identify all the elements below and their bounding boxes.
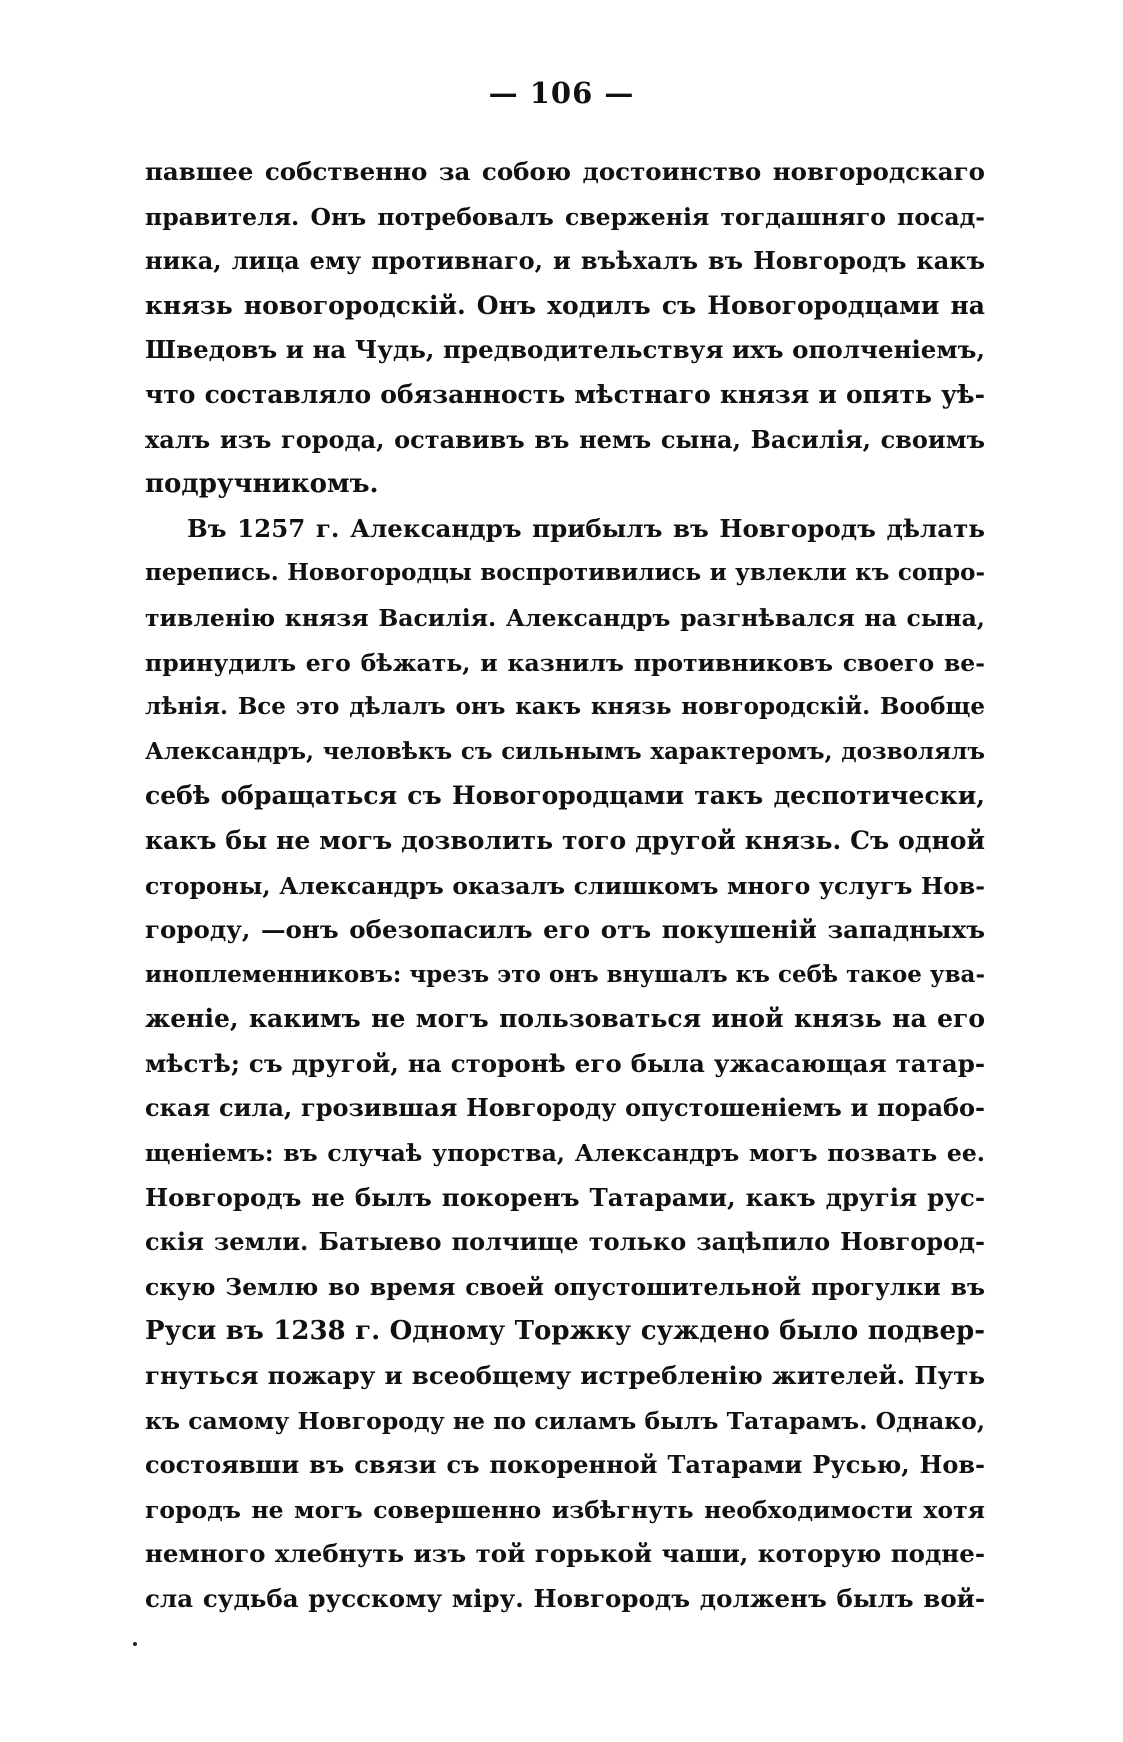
text-line: къ самому Новгороду не по силамъ былъ Татарамъ. Однако, [145,1406,985,1435]
text-line: состоявши въ связи съ покоренной Татарами Русью, Нов- [145,1450,985,1480]
text-line: Александръ, человѣкъ съ сильнымъ характеромъ, дозволялъ [145,737,985,765]
text-line: ская сила, грозившая Новгороду опустошеніемъ и порабо- [145,1093,985,1123]
text-line: стороны, Александръ оказалъ слишкомъ много услугъ Нов- [145,871,985,900]
ink-speck [133,1642,137,1646]
text-line: сла судьба русскому міру. Новгородъ долженъ былъ вой- [145,1584,985,1613]
text-line: немного хлебнуть изъ той горькой чаши, которую подне- [145,1539,985,1569]
text-line: подручникомъ. [145,469,379,500]
text-line: тивленію князя Василія. Александръ разгнѣвался на сына, [145,603,985,632]
text-line: скую Землю во время своей опустошительной прогулки въ [145,1272,985,1301]
text-line: князь новогородскій. Онъ ходилъ съ Новогородцами на [145,290,985,320]
page-number: — 106 — [488,76,635,110]
text-line: принудилъ его бѣжать, и казнилъ противниковъ своего ве- [145,648,985,677]
text-line: иноплеменниковъ: чрезъ это онъ внушалъ къ себѣ такое ува- [145,960,985,988]
text-line: женіе, какимъ не могъ пользоваться иной князь на его [145,1004,985,1034]
text-line: городъ не могъ совершенно избѣгнуть необходимости хотя [145,1495,985,1524]
text-line: какъ бы не могъ дозволить того другой князь. Съ одной [145,825,985,855]
text-line: лѣнія. Все это дѣлалъ онъ какъ князь новгородскій. Вообще [145,693,985,721]
paragraph-start-line: Въ 1257 г. Александръ прибылъ въ Новгородъ дѣлать [187,513,985,543]
text-line: перепись. Новогородцы воспротивились и увлекли къ сопро- [145,559,985,587]
text-line: себѣ обращаться съ Новогородцами такъ деспотически, [145,781,985,811]
text-line: Шведовъ и на Чудь, предводительствуя ихъ ополченіемъ, [145,335,985,365]
text-line: павшее собственно за собою достоинство новгородскаго [145,157,985,186]
text-line: городу, —онъ обезопасилъ его отъ покушеній западныхъ [145,915,985,945]
text-line: что составляло обязанность мѣстнаго князя и опять уѣ- [145,379,985,409]
text-line: ника, лица ему противнаго, и въѣхалъ въ Новгородъ какъ [145,246,985,276]
text-line: Новгородъ не былъ покоренъ Татарами, какъ другія рус- [145,1182,985,1212]
text-line: Руси въ 1238 г. Одному Торжку суждено было подвер- [145,1316,985,1347]
text-line: халъ изъ города, оставивъ въ немъ сына, Василія, своимъ [145,424,985,454]
text-line: правителя. Онъ потребовалъ сверженія тогдашняго посад- [145,202,985,231]
text-line: скія земли. Батыево полчище только зацѣпило Новгород- [145,1227,985,1257]
text-line: щеніемъ: въ случаѣ упорства, Александръ могъ позвать ее. [145,1139,985,1168]
body-text [145,150,985,1622]
text-line: мѣстѣ; съ другой, на сторонѣ его была ужасающая татар- [145,1048,985,1078]
text-line: гнуться пожару и всеобщему истребленію жителей. Путь [145,1361,985,1391]
